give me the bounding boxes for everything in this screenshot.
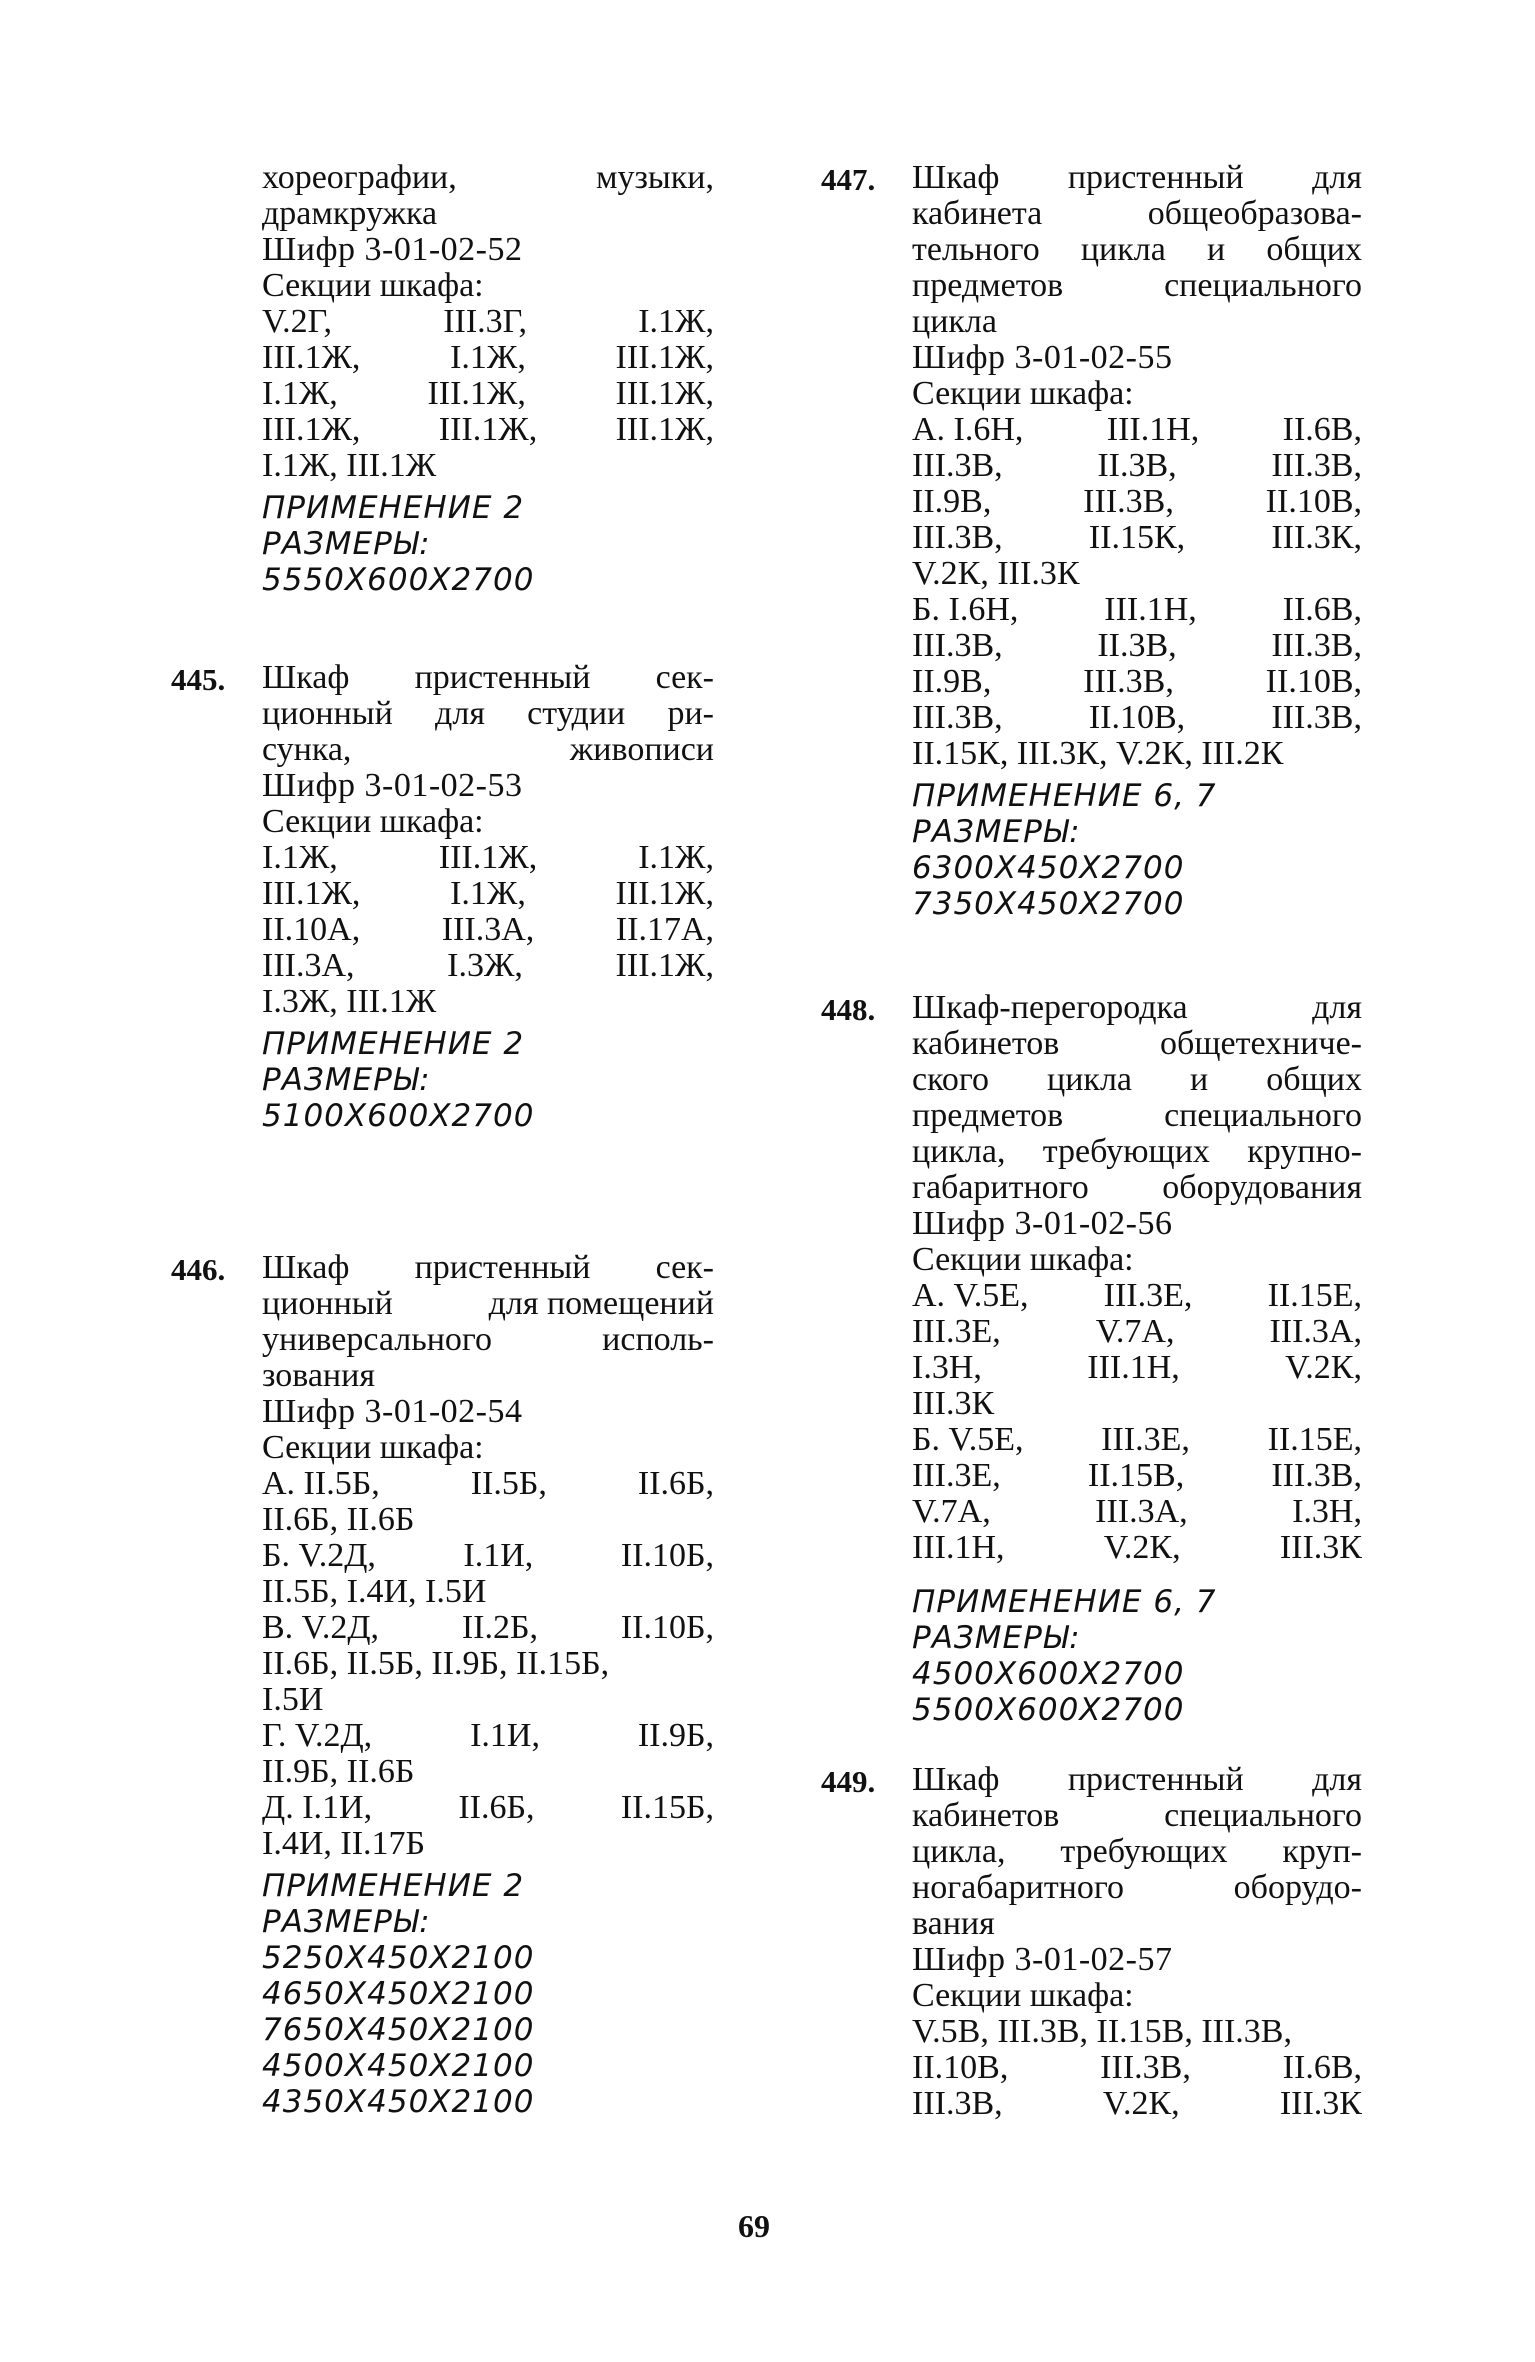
- word: V.2Г,: [262, 303, 332, 340]
- word: требующих: [1042, 1133, 1210, 1170]
- word: II.5Б, I.4И, I.5И: [262, 1573, 487, 1610]
- entry-number: 449.: [821, 1764, 876, 1799]
- application-label: ПРИМЕНЕНИЕ 6, 7: [912, 778, 1217, 814]
- text-line: [262, 984, 714, 1020]
- word: I.1И,: [470, 1717, 540, 1754]
- word: III.3В,: [912, 2085, 1003, 2122]
- text-line: [262, 196, 714, 232]
- text-line: [912, 412, 1362, 448]
- word: II.3В,: [1097, 447, 1177, 484]
- word: предметов: [912, 1097, 1064, 1134]
- sections-label: Секции шкафа:: [262, 1429, 484, 1466]
- entry-title: [262, 160, 714, 232]
- word: универсального: [262, 1321, 492, 1358]
- entry-title: [912, 160, 1362, 340]
- word: цикла,: [912, 1133, 1006, 1170]
- application-label: ПРИМЕНЕНИЕ 2: [262, 1868, 525, 1904]
- text-line: [912, 556, 1362, 592]
- word: круп-: [1282, 1833, 1362, 1870]
- text-line: [262, 1754, 714, 1790]
- word: для помещений: [488, 1285, 714, 1322]
- word: II.6В,: [1282, 411, 1362, 448]
- word: III.1Н,: [912, 1529, 1005, 1566]
- text-line: [912, 1026, 1362, 1062]
- word: для: [1312, 989, 1362, 1026]
- word: II.6В,: [1282, 2049, 1362, 2086]
- text-line: [262, 1610, 714, 1646]
- word: III.1Ж,: [438, 839, 538, 876]
- text-line: [912, 700, 1362, 736]
- text-line: [912, 1798, 1362, 1834]
- size-value: 4350Х450Х2100: [262, 2084, 535, 2120]
- word: II.17А,: [615, 911, 714, 948]
- word: габаритного: [912, 1169, 1089, 1206]
- word: вания: [912, 1905, 995, 1942]
- continued-entry: [262, 160, 714, 598]
- word: кабинета: [912, 195, 1043, 232]
- word: А. II.5Б,: [262, 1465, 380, 1502]
- entry-title: [912, 990, 1362, 1206]
- word: II.10В,: [912, 2049, 1009, 2086]
- entry-number: 446.: [171, 1252, 226, 1287]
- text-line: [912, 268, 1362, 304]
- word: Шкаф: [262, 1249, 350, 1286]
- word: для: [1312, 1761, 1362, 1798]
- text-line: [262, 1574, 714, 1610]
- entry-447: [821, 159, 1362, 922]
- word: III.3В,: [912, 447, 1003, 484]
- word: II.5Б,: [470, 1465, 547, 1502]
- word: II.10В,: [1265, 663, 1362, 700]
- word: II.10Б,: [620, 1537, 714, 1574]
- word: специального: [1164, 1097, 1362, 1134]
- word: I.1Ж,: [450, 875, 526, 912]
- word: оборудования: [1162, 1169, 1362, 1206]
- sections-list: [912, 2014, 1362, 2122]
- text-line: [912, 1170, 1362, 1206]
- sections-label: Секции шкафа:: [912, 1241, 1134, 1278]
- sizes-label: РАЗМЕРЫ:: [912, 1620, 1081, 1656]
- word: III.3В,: [1271, 447, 1362, 484]
- word: А. I.6Н,: [912, 411, 1024, 448]
- word: для: [1312, 159, 1362, 196]
- application-label: ПРИМЕНЕНИЕ 6, 7: [912, 1584, 1217, 1620]
- entry-title: [262, 660, 714, 768]
- word: III.3К,: [1271, 519, 1362, 556]
- text-line: [262, 732, 714, 768]
- size-value: 5250Х450Х2100: [262, 1940, 535, 1976]
- word: крупно-: [1247, 1133, 1362, 1170]
- word: драмкружка: [262, 195, 438, 232]
- entry-number: 448.: [821, 992, 876, 1027]
- text-line: [262, 412, 714, 448]
- sections-list: [912, 412, 1362, 772]
- word: общих: [1266, 231, 1362, 268]
- text-line: [262, 876, 714, 912]
- word: II.10Б,: [620, 1609, 714, 1646]
- word: ри-: [667, 695, 714, 732]
- word: III.3В,: [912, 519, 1003, 556]
- text-line: [912, 1314, 1362, 1350]
- word: III.3В,: [1271, 1457, 1362, 1494]
- word: II.10В,: [1088, 699, 1186, 736]
- word: III.1Ж,: [615, 375, 714, 412]
- word: и: [1190, 1061, 1209, 1098]
- word: Шкаф: [912, 1761, 1000, 1798]
- word: I.3Н,: [1292, 1493, 1362, 1530]
- text-line: [912, 484, 1362, 520]
- sizes-list: [262, 1940, 714, 2120]
- word: III.3А,: [1269, 1313, 1362, 1350]
- word: I.1Ж,: [262, 375, 338, 412]
- word: II.6В,: [1282, 591, 1362, 628]
- text-line: [912, 2050, 1362, 2086]
- text-line: [262, 1502, 714, 1538]
- sections-label: Секции шкафа:: [912, 1977, 1134, 2014]
- word: III.3В,: [1271, 699, 1362, 736]
- sections-list: [912, 1278, 1362, 1566]
- word: III.3Е,: [912, 1313, 1001, 1350]
- word: II.15К, III.3К, V.2К, III.2К: [912, 735, 1284, 772]
- word: цикла: [1047, 1061, 1132, 1098]
- word: В. V.2Д,: [262, 1609, 380, 1646]
- application-label: ПРИМЕНЕНИЕ 2: [262, 490, 525, 526]
- text-line: [262, 1826, 714, 1862]
- text-line: [912, 1458, 1362, 1494]
- entry-449: [821, 1761, 1362, 2122]
- word: I.1Ж,: [638, 303, 714, 340]
- word: II.15Е,: [1267, 1277, 1362, 1314]
- text-line: [262, 376, 714, 412]
- text-line: [912, 628, 1362, 664]
- word: III.1Ж,: [615, 947, 714, 984]
- word: ногабаритного: [912, 1869, 1124, 1906]
- text-line: [912, 664, 1362, 700]
- sizes-label: РАЗМЕРЫ:: [262, 1062, 431, 1098]
- size-value: 4500Х600Х2700: [912, 1656, 1185, 1692]
- text-line: [262, 1358, 714, 1394]
- size-value: 5500Х600Х2700: [912, 1692, 1185, 1728]
- word: сек-: [655, 1249, 714, 1286]
- word: III.1Ж,: [262, 411, 361, 448]
- sizes-list: [912, 1656, 1362, 1728]
- text-line: [912, 1062, 1362, 1098]
- sections-label: Секции шкафа:: [262, 803, 484, 840]
- word: цикла: [1080, 231, 1166, 268]
- text-line: [912, 1386, 1362, 1422]
- text-line: [262, 160, 714, 196]
- word: V.5В, III.3В, II.15В, III.3В,: [912, 2013, 1292, 2050]
- word: для: [435, 695, 485, 732]
- sizes-label: РАЗМЕРЫ:: [262, 526, 431, 562]
- word: III.3К: [1279, 1529, 1362, 1566]
- word: V.7А,: [1095, 1313, 1175, 1350]
- text-line: [912, 448, 1362, 484]
- word: Д. I.1И,: [262, 1789, 373, 1826]
- word: и: [1206, 231, 1226, 268]
- word: сек-: [655, 659, 714, 696]
- word: общих: [1266, 1061, 1362, 1098]
- word: I.3Н,: [912, 1349, 982, 1386]
- word: оборудо-: [1233, 1869, 1362, 1906]
- text-line: [262, 912, 714, 948]
- text-line: [262, 660, 714, 696]
- entry-code: Шифр 3-01-02-52: [262, 231, 523, 268]
- word: III.1Ж,: [262, 339, 361, 376]
- word: I.1Ж,: [450, 339, 526, 376]
- word: II.10А,: [262, 911, 361, 948]
- word: V.2К, III.3К: [912, 555, 1080, 592]
- word: V.2К,: [1285, 1349, 1362, 1386]
- word: III.3В,: [1083, 483, 1174, 520]
- text-line: [912, 1906, 1362, 1942]
- text-line: [262, 1538, 714, 1574]
- sections-label: Секции шкафа:: [262, 267, 484, 304]
- word: III.3К: [912, 1385, 995, 1422]
- word: III.3В,: [1271, 627, 1362, 664]
- word: хореографии,: [262, 159, 457, 196]
- word: III.3В,: [912, 699, 1003, 736]
- text-line: [262, 1718, 714, 1754]
- word: студии: [527, 695, 626, 732]
- page-number: 69: [738, 2208, 770, 2244]
- word: I.1Ж,: [262, 839, 338, 876]
- word: I.1Ж,: [638, 839, 714, 876]
- sizes-list: [262, 1098, 714, 1134]
- word: I.1И,: [463, 1537, 534, 1574]
- entry-448: [821, 989, 1362, 1728]
- word: пристенный: [1067, 1761, 1244, 1798]
- text-line: [912, 592, 1362, 628]
- word: II.6Б,: [458, 1789, 535, 1826]
- word: III.3А,: [262, 947, 355, 984]
- entry-code: Шифр 3-01-02-56: [912, 1205, 1173, 1242]
- text-line: [912, 1134, 1362, 1170]
- word: исполь-: [602, 1321, 714, 1358]
- text-line: [912, 2014, 1362, 2050]
- word: сунка,: [262, 731, 352, 768]
- entry-445: [171, 659, 714, 1134]
- text-line: [262, 1322, 714, 1358]
- word: III.3В,: [1100, 2049, 1191, 2086]
- text-line: [262, 1466, 714, 1502]
- text-line: [912, 1350, 1362, 1386]
- word: Б. I.6Н,: [912, 591, 1019, 628]
- word: А. V.5Е,: [912, 1277, 1029, 1314]
- entry-title: [912, 1762, 1362, 1942]
- sizes-label: РАЗМЕРЫ:: [262, 1904, 431, 1940]
- word: кабинетов: [912, 1797, 1060, 1834]
- text-line: [262, 840, 714, 876]
- text-line: [262, 448, 714, 484]
- word: I.3Ж,: [447, 947, 523, 984]
- text-line: [912, 1278, 1362, 1314]
- word: музыки,: [595, 159, 714, 196]
- text-line: [262, 1286, 714, 1322]
- size-value: 7350Х450Х2700: [912, 886, 1185, 922]
- size-value: 5550Х600Х2700: [262, 562, 535, 598]
- word: I.3Ж, III.1Ж: [262, 983, 437, 1020]
- word: III.1Ж,: [427, 375, 526, 412]
- word: Шкаф: [262, 659, 350, 696]
- word: живописи: [569, 731, 714, 768]
- text-line: [912, 990, 1362, 1026]
- entry-number: 445.: [171, 662, 226, 697]
- word: Шкаф-перегородка: [912, 989, 1188, 1026]
- size-value: 5100Х600Х2700: [262, 1098, 535, 1134]
- text-line: [912, 160, 1362, 196]
- word: I.1Ж, III.1Ж: [262, 447, 437, 484]
- sections-list: [262, 304, 714, 484]
- word: II.10В,: [1265, 483, 1362, 520]
- word: II.9В,: [912, 663, 992, 700]
- word: V.7А,: [912, 1493, 991, 1530]
- text-line: [912, 1870, 1362, 1906]
- size-value: 4650Х450Х2100: [262, 1976, 535, 2012]
- entry-number: 447.: [821, 162, 876, 197]
- word: тельного: [912, 231, 1040, 268]
- word: III.1Ж,: [615, 339, 714, 376]
- text-line: [912, 1530, 1362, 1566]
- word: III.1Н,: [1104, 591, 1197, 628]
- word: цикла,: [912, 1833, 1006, 1870]
- word: III.3Г,: [443, 303, 527, 340]
- entry-446: [171, 1249, 714, 2120]
- text-line: [912, 2086, 1362, 2122]
- word: Б. V.5Е,: [912, 1421, 1024, 1458]
- sections-list: [262, 840, 714, 1020]
- sizes-list: [912, 850, 1362, 922]
- text-line: [262, 1682, 714, 1718]
- word: II.15К,: [1088, 519, 1186, 556]
- word: II.15Б,: [620, 1789, 714, 1826]
- word: II.15В,: [1087, 1457, 1185, 1494]
- word: III.3В,: [912, 627, 1003, 664]
- word: III.3А,: [441, 911, 535, 948]
- entry-code: Шифр 3-01-02-55: [912, 339, 1173, 376]
- word: I.4И, II.17Б: [262, 1825, 426, 1862]
- text-line: [912, 736, 1362, 772]
- word: III.3В,: [1083, 663, 1174, 700]
- sections-label: Секции шкафа:: [912, 375, 1134, 412]
- word: III.1Ж,: [438, 411, 538, 448]
- word: II.2Б,: [461, 1609, 539, 1646]
- text-line: [912, 1834, 1362, 1870]
- word: II.6Б,: [637, 1465, 714, 1502]
- text-line: [262, 1646, 714, 1682]
- word: II.9Б, II.6Б: [262, 1753, 415, 1790]
- word: III.3Е,: [1101, 1421, 1190, 1458]
- application-label: ПРИМЕНЕНИЕ 2: [262, 1026, 525, 1062]
- word: ционный: [262, 1285, 393, 1322]
- word: Шкаф: [912, 159, 1000, 196]
- word: II.9Б,: [637, 1717, 714, 1754]
- text-line: [262, 304, 714, 340]
- word: III.1Н,: [1106, 411, 1200, 448]
- word: специального: [1164, 1797, 1362, 1834]
- text-line: [912, 1762, 1362, 1798]
- word: II.15Е,: [1267, 1421, 1362, 1458]
- sections-list: [262, 1466, 714, 1862]
- sizes-label: РАЗМЕРЫ:: [912, 814, 1081, 850]
- word: специального: [1164, 267, 1362, 304]
- text-line: [912, 232, 1362, 268]
- word: III.3А,: [1095, 1493, 1188, 1530]
- word: III.3К: [1279, 2085, 1362, 2122]
- word: Б. V.2Д,: [262, 1537, 376, 1574]
- entry-title: [262, 1250, 714, 1394]
- word: II.9В,: [912, 483, 992, 520]
- word: V.2К,: [1102, 2085, 1180, 2122]
- text-line: [262, 1790, 714, 1826]
- word: ционный: [262, 695, 393, 732]
- text-line: [912, 196, 1362, 232]
- text-line: [912, 304, 1362, 340]
- text-line: [912, 1098, 1362, 1134]
- word: II.6Б, II.5Б, II.9Б, II.15Б,: [262, 1645, 610, 1682]
- text-line: [912, 520, 1362, 556]
- word: Г. V.2Д,: [262, 1717, 373, 1754]
- entry-code: Шифр 3-01-02-53: [262, 767, 523, 804]
- word: пристенный: [414, 659, 591, 696]
- text-line: [912, 1494, 1362, 1530]
- word: кабинетов: [912, 1025, 1060, 1062]
- word: требующих: [1060, 1833, 1228, 1870]
- word: пристенный: [1067, 159, 1244, 196]
- text-line: [262, 1250, 714, 1286]
- entry-code: Шифр 3-01-02-54: [262, 1393, 523, 1430]
- text-line: [262, 696, 714, 732]
- sizes-list: [262, 562, 714, 598]
- text-line: [262, 340, 714, 376]
- word: предметов: [912, 267, 1064, 304]
- word: пристенный: [414, 1249, 591, 1286]
- word: III.1Ж,: [615, 875, 714, 912]
- word: цикла: [912, 303, 997, 340]
- word: II.3В,: [1097, 627, 1177, 664]
- word: ского: [912, 1061, 989, 1098]
- word: общеобразова-: [1147, 195, 1362, 232]
- word: III.3Е,: [912, 1457, 1001, 1494]
- word: III.3Е,: [1103, 1277, 1193, 1314]
- word: V.2К,: [1103, 1529, 1181, 1566]
- size-value: 6300Х450Х2700: [912, 850, 1185, 886]
- entry-code: Шифр 3-01-02-57: [912, 1941, 1173, 1978]
- word: I.5И: [262, 1681, 324, 1718]
- word: зования: [262, 1357, 375, 1394]
- word: III.1Ж,: [615, 411, 714, 448]
- word: II.6Б, II.6Б: [262, 1501, 415, 1538]
- size-value: 4500Х450Х2100: [262, 2048, 535, 2084]
- text-line: [912, 1422, 1362, 1458]
- size-value: 7650Х450Х2100: [262, 2012, 535, 2048]
- word: общетехниче-: [1160, 1025, 1362, 1062]
- word: III.1Ж,: [262, 875, 361, 912]
- text-line: [262, 948, 714, 984]
- word: III.1Н,: [1087, 1349, 1180, 1386]
